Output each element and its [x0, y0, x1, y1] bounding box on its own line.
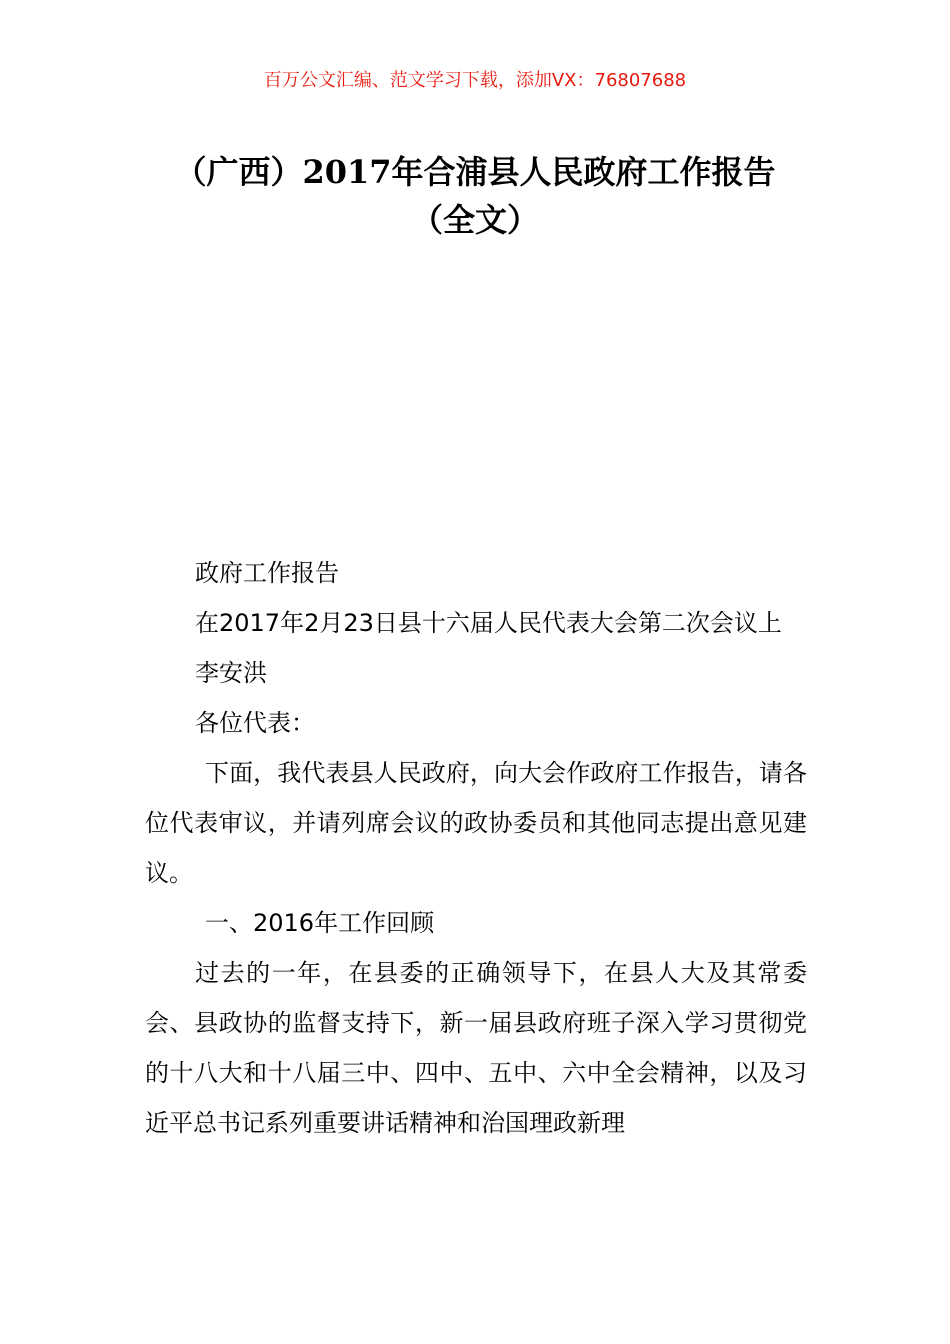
document-title-line-2: （全文） — [410, 201, 539, 239]
review-body-paragraph: 过去的一年，在县委的正确领导下，在县人大及其常委会、县政协的监督支持下，新一届县政府班子深入学习贯彻党的十八大和十八届三中、四中、五中、六中全会精神，以及习近平总书记系列重要讲话精神和治国理政新理 — [145, 959, 807, 1137]
author-paragraph: 李安洪 — [195, 659, 267, 687]
report-label-paragraph: 政府工作报告 — [195, 559, 339, 587]
meeting-info-paragraph: 在2017年2月23日县十六届人民代表大会第二次会议上 — [195, 609, 782, 637]
salutation-paragraph: 各位代表： — [195, 709, 315, 737]
document-title-line-1: （广西）2017年合浦县人民政府工作报告 — [174, 153, 776, 191]
intro-paragraph: 下面，我代表县人民政府，向大会作政府工作报告，请各位代表审议，并请列席会议的政协委员和其他同志提出意见建议。 — [145, 759, 807, 887]
document-body — [145, 548, 807, 1148]
promo-header-text: 百万公文汇编、范文学习下载，添加VX：76807688 — [263, 70, 687, 91]
document-title — [0, 148, 950, 244]
section-heading-review: 一、2016年工作回顾 — [205, 909, 435, 937]
